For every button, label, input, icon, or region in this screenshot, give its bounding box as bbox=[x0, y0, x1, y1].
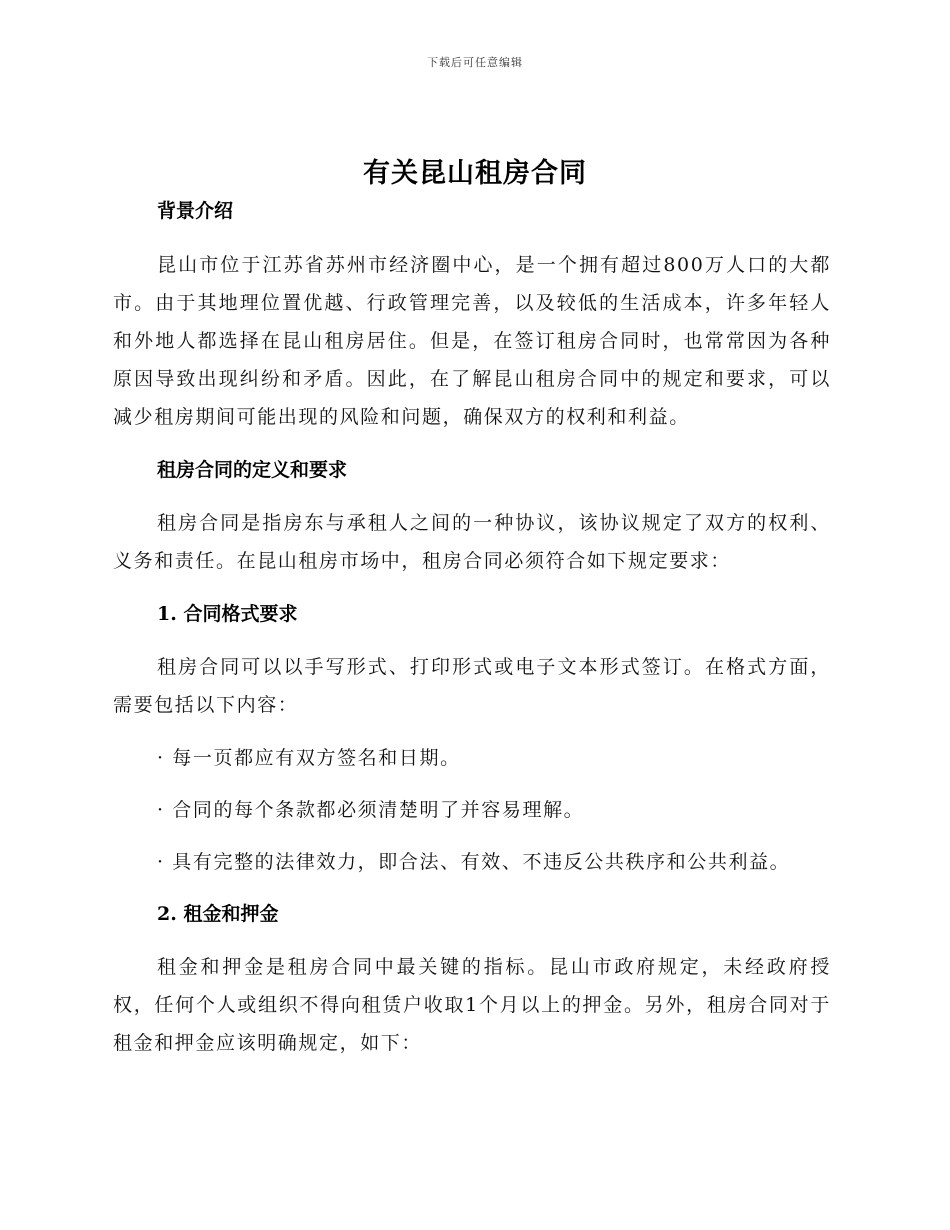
bullet-item: · 合同的每个条款都必须清楚明了并容易理解。 bbox=[157, 799, 585, 821]
document-title: 有关昆山租房合同 bbox=[363, 158, 587, 189]
header-note: 下载后可任意编辑 bbox=[427, 56, 523, 69]
bullet-item: · 具有完整的法律效力，即合法、有效、不违反公共秩序和公共利益。 bbox=[157, 851, 791, 873]
section-heading-background: 背景介绍 bbox=[157, 200, 234, 222]
bullet-item: · 每一页都应有双方签名和日期。 bbox=[157, 747, 461, 769]
document-body bbox=[113, 196, 831, 1062]
section-heading-rent: 2. 租金和押金 bbox=[157, 903, 279, 925]
section-heading-format: 1. 合同格式要求 bbox=[157, 603, 298, 625]
section-heading-definition: 租房合同的定义和要求 bbox=[157, 459, 348, 481]
paragraph-format: 租房合同可以以手写形式、打印形式或电子文本形式签订。在格式方面，需要包括以下内容： bbox=[113, 656, 831, 716]
paragraph-background: 昆山市位于江苏省苏州市经济圈中心，是一个拥有超过800万人口的大都市。由于其地理位置优越、行政管理完善，以及较低的生活成本，许多年轻人和外地人都选择在昆山租房居住。但是，在签订租房合同时，也常常因为各种原因导致出现纠纷和矛盾。因此，在了解昆山租房合同中的规定和要求，可以减少租房期间可能出现的风险和问题，确保双方的权利和利益。 bbox=[113, 254, 831, 428]
paragraph-definition: 租房合同是指房东与承租人之间的一种协议，该协议规定了双方的权利、义务和责任。在昆山租房市场中，租房合同必须符合如下规定要求： bbox=[113, 512, 831, 572]
paragraph-rent: 租金和押金是租房合同中最关键的指标。昆山市政府规定，未经政府授权，任何个人或组织不得向租赁户收取1个月以上的押金。另外，租房合同对于租金和押金应该明确规定，如下： bbox=[113, 956, 831, 1054]
